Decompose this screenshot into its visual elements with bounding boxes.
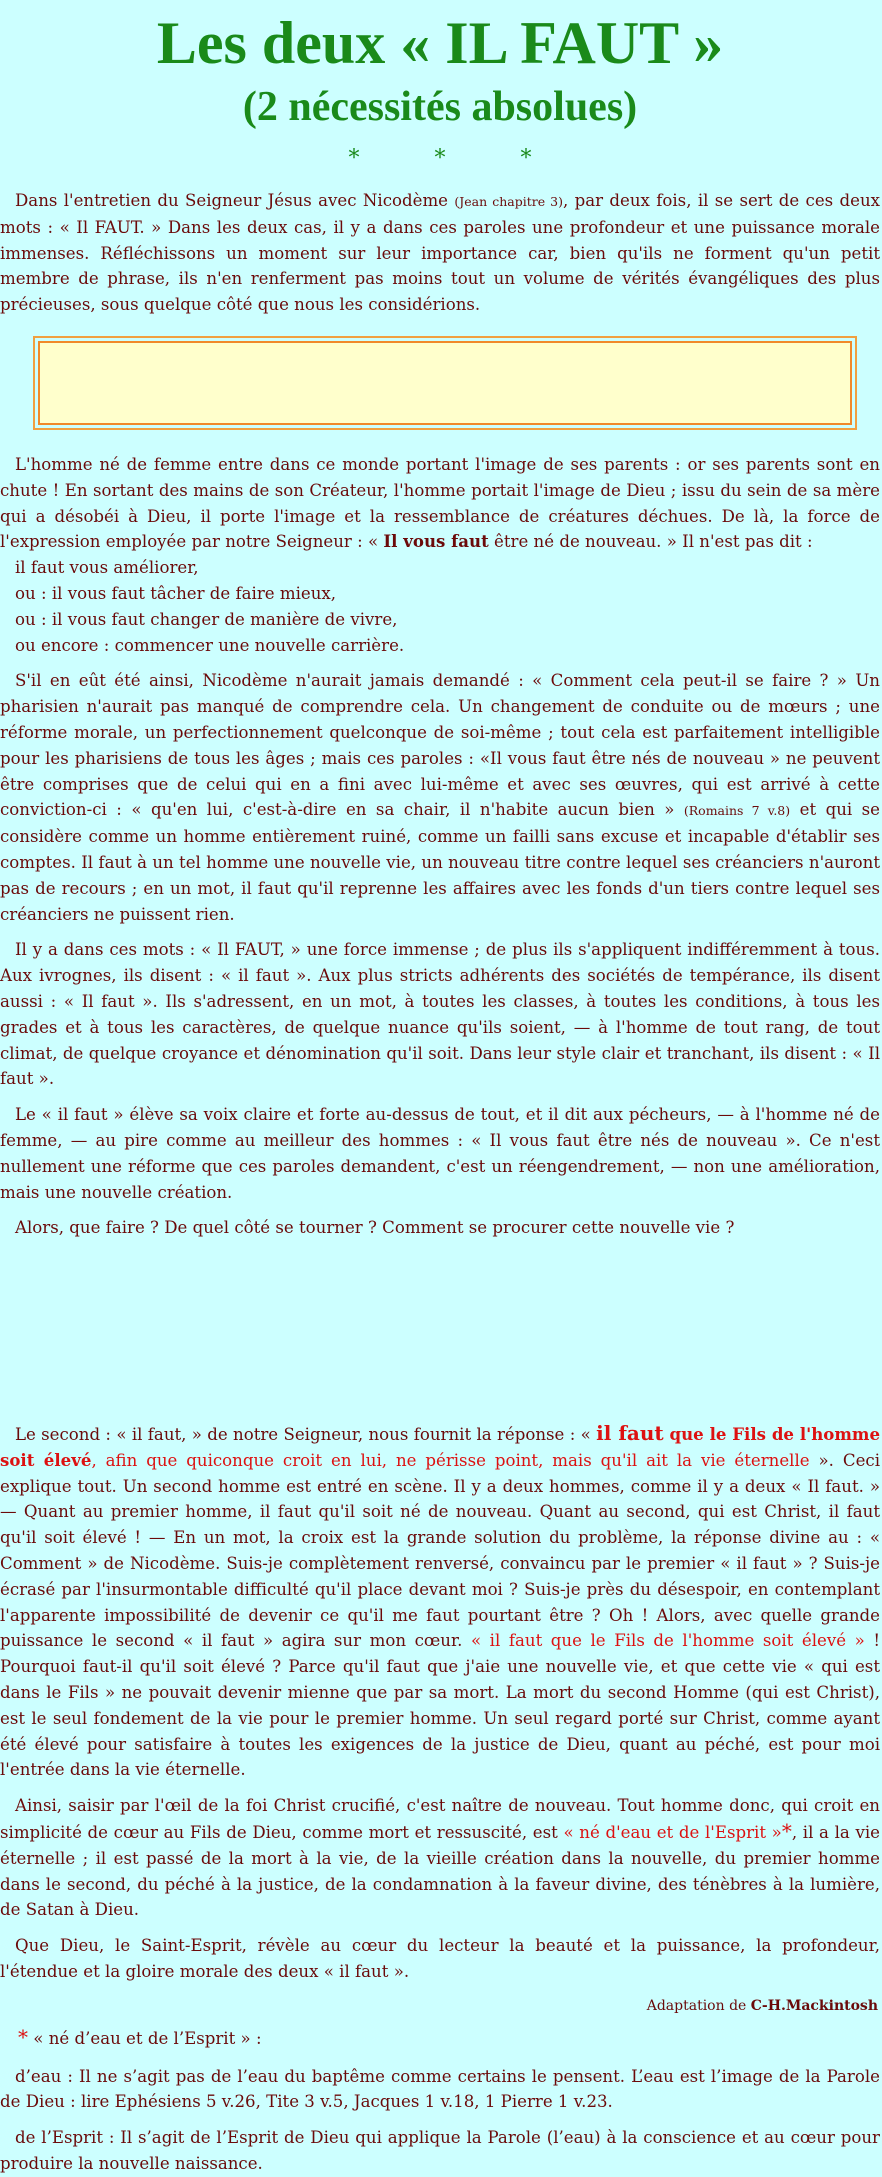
p7-text-b: ». Ceci explique tout. Un second homme est entré en scène. Il y a deux hommes, comme il y a deux « Il faut. » — Quant au premier homme, il faut qu'il soit né de nouveau. Quant au second, qui est Christ, il faut qu'il soit élevé ! — En un mot, la croix est la grande solution du problème, la réponse divine au : « Comment » de Nicodème. Suis-je complètement renversé, convaincu par le premier « il faut » ? Suis-je écrasé par l'insurmontable difficulté qu'il place devant moi ? Suis-je près du désespoir, en contemplant l'apparente impossibilité de devenir ce qu'il me faut pourtant être ? Oh ! Alors, avec quelle grande puissance le second « il faut » agira sur mon cœur. bbox=[0, 1450, 880, 1651]
paragraph-immense-force: Il y a dans ces mots : « Il FAUT, » une force immense ; de plus ils s'appliquent indifféremment à tous. Aux ivrognes, ils disent : « il faut ». Aux plus stricts adhérents des sociétés de tempérance, ils disent aussi : « Il faut ». Ils s'adressent, en un mot, à toutes les classes, à toutes les conditions, à tous les grades et à tous les caractères, de quelque nuance qu'ils soient, — à l'homme de tout rang, de tout climat, de quelque croyance et dénomination qu'il soit. Dans leur style clair et tranchant, ils disent : « Il faut ». bbox=[0, 940, 880, 1089]
intro-text-a: Dans l'entretien du Seigneur Jésus avec Nicodème bbox=[15, 191, 455, 210]
paragraph-born-again bbox=[0, 1793, 880, 1923]
signature bbox=[0, 1995, 878, 2017]
intro-text-b: , par deux fois, il se sert de ces deux mots : « Il FAUT. » Dans les deux cas, il y a dans ces paroles une profondeur et une puissance morale immenses. Réfléchissons un moment sur leur importance car, bien qu'ils ne forment qu'un petit membre de phrase, ils n'en renferment pas moins tout un volume de vérités évangéliques des plus précieuses, sous quelque côté que nous les considérions. bbox=[0, 191, 881, 315]
quote-lifted-up: « il faut que le Fils de l'homme soit élevé » bbox=[470, 1631, 865, 1651]
p8-text-b: , il a la vie éternelle ; il est passé de la mort à la vie, de la vieille création dans la nouvelle, du premier homme dans le second, du péché à la justice, de la condamnation à la faveur divine, des ténèbres à la lumière, de Satan à Dieu. bbox=[0, 1823, 880, 1920]
paragraph-born-of-woman bbox=[0, 452, 880, 555]
highlight-box bbox=[38, 341, 852, 425]
quote-water-spirit: « né d'eau et de l'Esprit » bbox=[563, 1823, 782, 1843]
footnote-marker: * bbox=[781, 1819, 792, 1844]
scripture-ref: (Jean chapitre 3) bbox=[454, 194, 563, 209]
p3-text-b: et qui se considère comme un homme entièrement ruiné, comme un failli sans excuse et incapable d'établir ses comptes. Il faut à un tel homme une nouvelle vie, un nouveau titre contre lequel ses créanciers n'auront pas de recours ; en un mot, il faut qu'il reprenne les affaires avec les fonds d'un tiers contre lequel ses créanciers ne puissent rien. bbox=[0, 800, 881, 924]
list-item: il faut vous améliorer, bbox=[15, 558, 199, 578]
footnote-star: * bbox=[18, 2024, 28, 2049]
paragraph-prayer: Que Dieu, le Saint-Esprit, révèle au cœur du lecteur la beauté et la puissance, la profondeur, l'étendue et la gloire morale des deux « il faut ». bbox=[0, 1936, 880, 1982]
p7-text-c: ! Pourquoi faut-il qu'il soit élevé ? Parce qu'il faut que j'aie une nouvelle vie, et que cette vie « qui est dans le Fils » ne pouvait devenir mienne que par sa mort. La mort du second Homme (qui est Christ), est le seul fondement de la vie pour le premier homme. Un seul regard porté sur Christ, comme ayant été élevé pour satisfaire à toutes les exigences de la justice de Dieu, quant au péché, est pour moi l'entrée dans la vie éternelle. bbox=[0, 1631, 880, 1780]
paragraph-intro bbox=[0, 188, 880, 318]
paragraph-nicodemus bbox=[0, 668, 880, 927]
page bbox=[0, 6, 882, 2177]
footnote-title bbox=[18, 2025, 880, 2052]
page-subtitle: (2 nécessités absolues) bbox=[242, 84, 638, 130]
paragraph-question: Alors, que faire ? De quel côté se tourner ? Comment se procurer cette nouvelle vie ? bbox=[15, 1218, 735, 1238]
quote-son-of-man: que le Fils de l'homme soit élevé bbox=[0, 1424, 881, 1470]
not-said-list bbox=[15, 555, 880, 658]
highlight-box-frame bbox=[33, 336, 857, 430]
list-item: ou : il vous faut tâcher de faire mieux, bbox=[15, 583, 337, 603]
paragraph-second-il-faut bbox=[0, 1421, 880, 1783]
signature-author: C-H.Mackintosh bbox=[750, 1997, 878, 2014]
p2-bold: Il vous faut bbox=[383, 531, 489, 552]
scripture-ref: (Romains 7 v.8) bbox=[683, 803, 791, 819]
page-title: Les deux « IL FAUT » bbox=[156, 10, 724, 76]
p2-text-b: être né de nouveau. » Il n'est pas dit : bbox=[488, 532, 813, 552]
paragraph-voice: Le « il faut » élève sa voix claire et forte au-dessus de tout, et il dit aux pécheurs, — à l'homme né de femme, — au pire comme au meilleur des hommes : « Il vous faut être nés de nouveau ». Ce n'est nullement une réforme que ces paroles demandent, c'est un réengendrement, — non une amélioration, mais une nouvelle création. bbox=[0, 1105, 880, 1202]
p2-text-a: L'homme né de femme entre dans ce monde portant l'image de ses parents : or ses parents sont en chute ! En sortant des mains de son Créateur, l'homme portait l'image de Dieu ; issu du sein de sa mère qui a désobéi à Dieu, il porte l'image et la ressemblance de créatures déchues. De là, la force de l'expression employée par notre Seigneur : « bbox=[0, 454, 880, 552]
list-item: ou encore : commencer une nouvelle carrière. bbox=[15, 635, 405, 655]
signature-prefix: Adaptation de bbox=[646, 1997, 751, 2014]
p8-text-a: Ainsi, saisir par l'œil de la foi Christ crucifié, c'est naître de nouveau. Tout homme donc, qui croit en simplicité de cœur au Fils de Dieu, comme mort et ressuscité, est bbox=[0, 1796, 880, 1843]
blank-space bbox=[0, 1251, 880, 1421]
quote-rest: , afin que quiconque croit en lui, ne périsse point, mais qu'il ait la vie éternelle bbox=[91, 1450, 810, 1470]
list-item: ou : il vous faut changer de manière de vivre, bbox=[15, 609, 398, 629]
footnote-title-text: « né d’eau et de l’Esprit » : bbox=[28, 2028, 262, 2048]
footnote-spirit: de l’Esprit : Il s’agit de l’Esprit de Dieu qui applique la Parole (l’eau) à la conscience et au cœur pour produire la nouvelle naissance. bbox=[0, 2128, 880, 2174]
p3-text-a: S'il en eût été ainsi, Nicodème n'aurait jamais demandé : « Comment cela peut-il se faire ? » Un pharisien n'aurait pas manqué de comprendre cela. Un changement de conduite ou de mœurs ; une réforme morale, un perfectionnement quelconque de soi-même ; tout cela est parfaitement intelligible pour les pharisiens de tous les âges ; mais ces paroles : «Il vous faut être nés de nouveau » ne peuvent être comprises que de celui qui en a fini avec lui-même et avec ses œuvres, qui est arrivé à cette conviction-ci : « qu'en lui, c'est-à-dire en sa chair, il n'habite aucun bien » bbox=[0, 671, 880, 820]
stars-divider: * * * bbox=[348, 146, 566, 171]
footnote-water: d’eau : Il ne s’agit pas de l’eau du baptême comme certains le pensent. L’eau est l’image de la Parole de Dieu : lire Ephésiens 5 v.26, Tite 3 v.5, Jacques 1 v.18, 1 Pierre 1 v.23. bbox=[0, 2066, 880, 2112]
quote-il-faut: il faut bbox=[596, 1421, 664, 1446]
p7-text-a: Le second : « il faut, » de notre Seigneur, nous fournit la réponse : « bbox=[15, 1425, 597, 1445]
